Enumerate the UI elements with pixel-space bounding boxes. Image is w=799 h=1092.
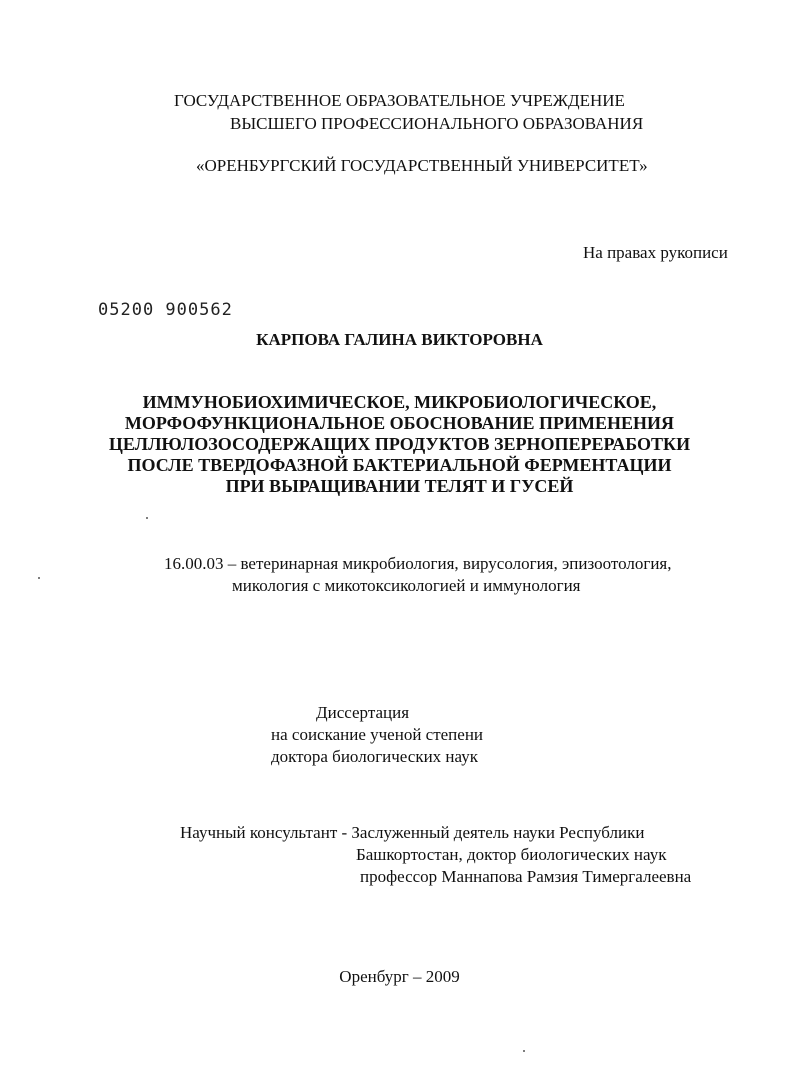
university-name: «ОРЕНБУРГСКИЙ ГОСУДАРСТВЕННЫЙ УНИВЕРСИТЕТ» [196, 156, 648, 175]
title-line: МОРФОФУНКЦИОНАЛЬНОЕ ОБОСНОВАНИЕ ПРИМЕНЕНИЯ [124, 413, 675, 433]
author-name: КАРПОВА ГАЛИНА ВИКТОРОВНА [256, 330, 543, 349]
rights-note: На правах рукописи [583, 243, 728, 262]
consultant-line-2: Башкортостан, доктор биологических наук [356, 845, 667, 864]
degree-type: Диссертация [316, 703, 410, 722]
consultant-line-1: Научный консультант - Заслуженный деятель науки Республики [180, 823, 645, 842]
title-line: ПРИ ВЫРАЩИВАНИИ ТЕЛЯТ И ГУСЕЙ [225, 476, 574, 496]
scan-speck [38, 577, 40, 579]
title-line: ЦЕЛЛЮЛОЗОСОДЕРЖАЩИХ ПРОДУКТОВ ЗЕРНОПЕРЕРАБОТКИ [108, 434, 691, 454]
title-line: ИММУНОБИОХИМИЧЕСКОЕ, МИКРОБИОЛОГИЧЕСКОЕ, [142, 392, 657, 412]
degree-field: доктора биологических наук [271, 747, 478, 766]
institution-line-2: ВЫСШЕГО ПРОФЕССИОНАЛЬНОГО ОБРАЗОВАНИЯ [230, 114, 644, 133]
specialty-line-2: микология с микотоксикологией и иммунология [232, 576, 581, 595]
scan-speck [146, 517, 148, 519]
title-line: ПОСЛЕ ТВЕРДОФАЗНОЙ БАКТЕРИАЛЬНОЙ ФЕРМЕНТАЦИИ [127, 455, 672, 475]
place-year: Оренбург – 2009 [339, 967, 460, 986]
specialty-line-1: 16.00.03 – ветеринарная микробиология, вирусология, эпизоотология, [164, 554, 672, 573]
institution-line-1: ГОСУДАРСТВЕННОЕ ОБРАЗОВАТЕЛЬНОЕ УЧРЕЖДЕНИЕ [174, 91, 625, 110]
dissertation-title [0, 392, 799, 497]
consultant-line-3: профессор Маннапова Рамзия Тимергалеевна [360, 867, 692, 886]
degree-purpose: на соискание ученой степени [271, 725, 484, 744]
archive-stamp: 05200 900562 [98, 300, 233, 320]
scan-speck [523, 1050, 525, 1052]
